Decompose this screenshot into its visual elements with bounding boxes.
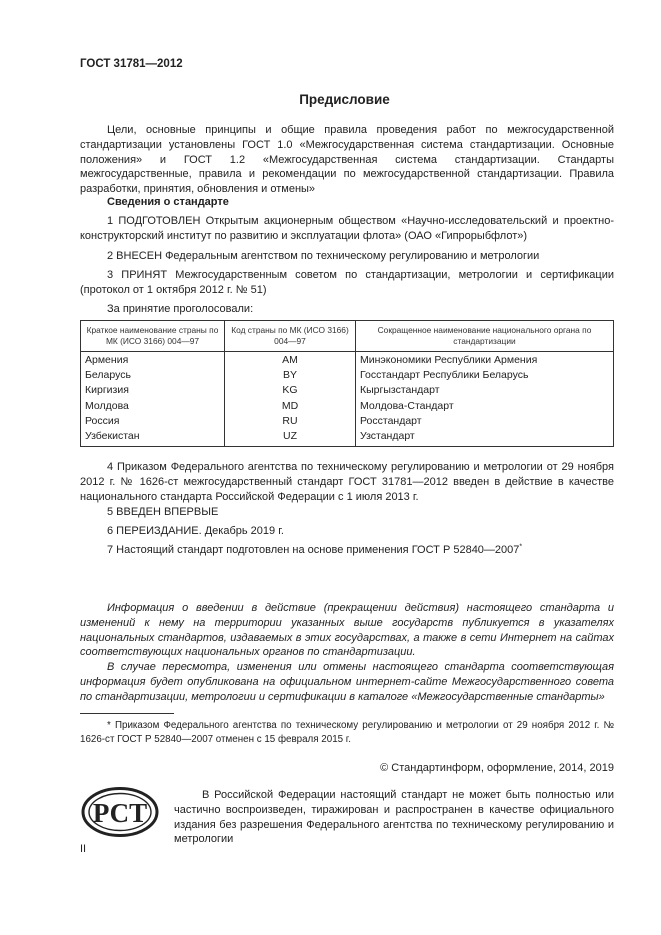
page-number: II <box>80 843 87 855</box>
country-cell: Армения <box>81 352 225 369</box>
body-cell: Госстандарт Республики Беларусь <box>356 368 614 383</box>
item-4: 4 Приказом Федерального агентства по техническому регулированию и метрологии от 29 ноября 2012 г. № 1626-ст межгосударственный стандарт ГОСТ 31781—2012 введен в действие в качестве национального стандарта Российской Федерации с 1 июля 2013 г. <box>80 461 614 503</box>
code-cell: MD <box>225 399 356 414</box>
table-row <box>81 429 614 447</box>
voted-label: За принятие проголосовали: <box>107 303 254 315</box>
item-7-text: 7 Настоящий стандарт подготовлен на основе применения ГОСТ Р 52840—2007 <box>107 544 520 556</box>
country-cell: Молдова <box>81 399 225 414</box>
body-cell: Кыргызстандарт <box>356 383 614 398</box>
footnote-mark: * <box>107 720 111 731</box>
reproduction-notice <box>174 788 614 847</box>
logo-letters: РСТ <box>92 798 148 828</box>
item-1: 1 ПОДГОТОВЛЕН Открытым акционерным обществом «Научно-исследовательский и проектно-конструкторский институт по развитию и эксплуатации флота» (ОАО «Гипрорыбфлот») <box>80 215 614 242</box>
body-cell: Молдова-Стандарт <box>356 399 614 414</box>
rst-certification-mark-icon <box>80 786 160 838</box>
standard-id: ГОСТ 31781—2012 <box>80 58 183 70</box>
item-5: 5 ВВЕДЕН ВПЕРВЫЕ <box>107 506 219 518</box>
item-6: 6 ПЕРЕИЗДАНИЕ. Декабрь 2019 г. <box>107 525 284 537</box>
item-7 <box>80 543 614 558</box>
country-cell: Киргизия <box>81 383 225 398</box>
code-cell: KG <box>225 383 356 398</box>
column-header-body: Сокращенное наименование национального органа по стандартизации <box>356 321 614 352</box>
column-header-code: Код страны по МК (ИСО 3166) 004—97 <box>225 321 356 352</box>
table-row <box>81 352 614 369</box>
table-row <box>81 383 614 398</box>
item-2: 2 ВНЕСЕН Федеральным агентством по техническому регулированию и метрологии <box>107 250 540 262</box>
country-cell: Узбекистан <box>81 429 225 447</box>
table-row <box>81 368 614 383</box>
reproduction-notice-text: В Российской Федерации настоящий стандарт не может быть полностью или частично воспроизведен, тиражирован и распространен в качестве официального издания без разрешения Федерального агентства по техническому регулированию и метрологии <box>174 789 614 846</box>
table-row <box>81 399 614 414</box>
country-cell: Беларусь <box>81 368 225 383</box>
copyright: © Стандартинформ, оформление, 2014, 2019 <box>380 762 614 774</box>
footnote-marker: * <box>519 543 523 551</box>
voting-table <box>80 320 614 447</box>
table-row <box>81 414 614 429</box>
column-header-country: Краткое наименование страны по МК (ИСО 3166) 004—97 <box>81 321 225 352</box>
footnote-text: Приказом Федерального агентства по техническому регулированию и метрологии от 29 ноября 2012 г. № 1626-ст ГОСТ Р 52840—2007 отменен с 15 февраля 2015 г. <box>80 720 614 745</box>
notice-paragraph-2: В случае пересмотра, изменения или отмены настоящего стандарта соответствующая информация будет опубликована на официальном интернет-сайте Межгосударственного совета по стандартизации, метрологии и сертификации в каталоге «Межгосударственные стандарты» <box>80 661 614 703</box>
country-cell: Россия <box>81 414 225 429</box>
footnote <box>80 719 614 747</box>
body-cell: Узстандарт <box>356 429 614 447</box>
code-cell: RU <box>225 414 356 429</box>
section-heading: Сведения о стандарте <box>107 196 229 208</box>
page-title: Предисловие <box>299 92 390 107</box>
code-cell: BY <box>225 368 356 383</box>
notice-paragraph-1: Информация о введении в действие (прекращении действия) настоящего стандарта и изменений к нему на территории указанных выше государств публикуется в указателях национальных стандартов, издаваемых в этих государствах, а также в сети Интернет на сайтах соответствующих национальных органов по стандартизации. <box>80 602 614 659</box>
table-header-row <box>81 321 614 352</box>
body-cell: Росстандарт <box>356 414 614 429</box>
intro-paragraph: Цели, основные принципы и общие правила проведения работ по межгосударственной стандартизации установлены ГОСТ 1.0 «Межгосударственная система стандартизации. Основные положения» и ГОСТ 1.2 «Межгосударственная система стандартизации. Стандарты межгосударственные, правила и рекомендации по межгосударственной стандартизации. Правила разработки, принятия, обновления и отмены» <box>80 124 614 196</box>
body-cell: Минэкономики Республики Армения <box>356 352 614 369</box>
item-3: 3 ПРИНЯТ Межгосударственным советом по стандартизации, метрологии и сертификации (протокол от 1 октября 2012 г. № 51) <box>80 269 614 296</box>
code-cell: AM <box>225 352 356 369</box>
code-cell: UZ <box>225 429 356 447</box>
footnote-divider <box>80 713 174 714</box>
